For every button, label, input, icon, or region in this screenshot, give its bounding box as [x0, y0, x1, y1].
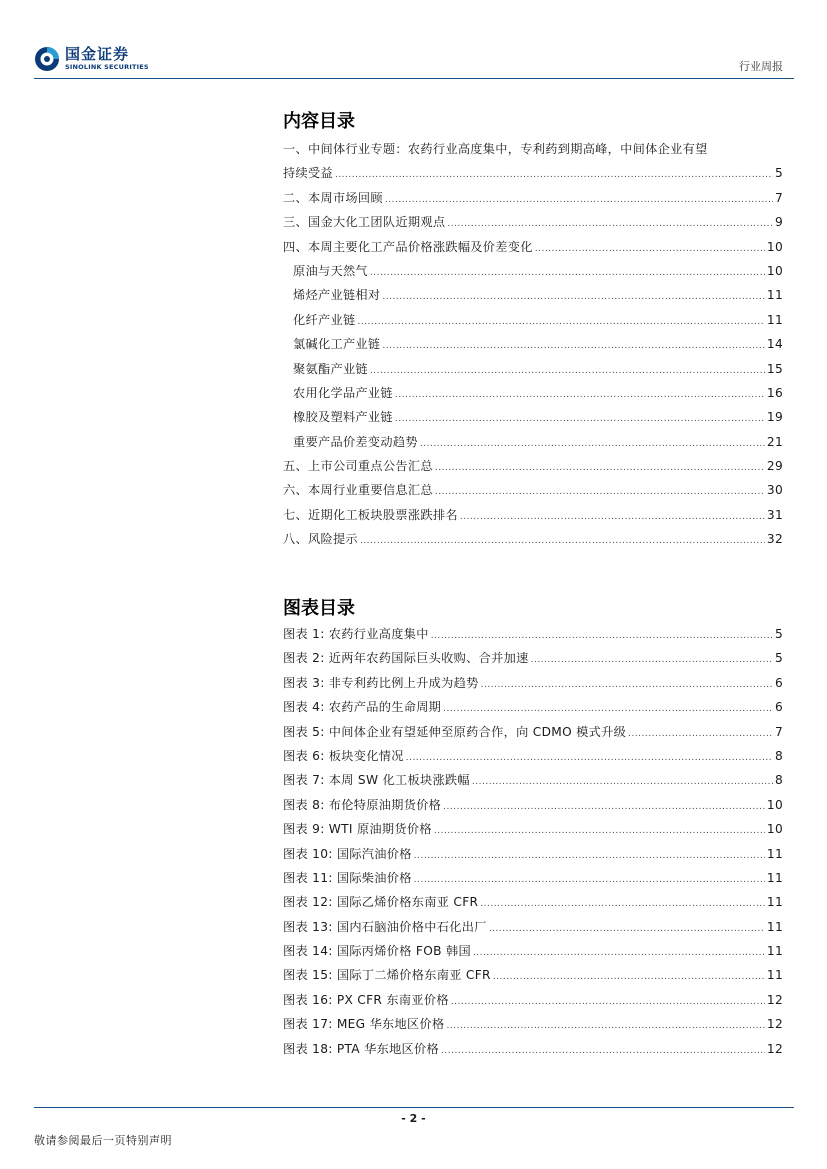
- figure-entry-label: 图表 10: 国际汽油价格: [283, 846, 412, 861]
- leader-dots: [447, 1021, 765, 1031]
- figure-entry-label: 图表 3: 非专利药比例上升成为趋势: [283, 675, 479, 690]
- toc-entry-page: 11: [766, 312, 783, 327]
- leader-dots: [435, 487, 765, 497]
- toc-entry[interactable]: [283, 530, 783, 554]
- figure-entry-page: 5: [774, 651, 783, 666]
- figure-entry-label: 图表 14: 国际丙烯价格 FOB 韩国: [283, 944, 471, 959]
- leader-dots: [535, 244, 765, 254]
- toc-entry[interactable]: [283, 506, 783, 530]
- figure-entry-page: 7: [774, 724, 783, 739]
- toc-entry[interactable]: [283, 213, 783, 237]
- toc-entry[interactable]: [283, 286, 783, 310]
- figure-entry[interactable]: [283, 1040, 783, 1064]
- toc-entry-page: 15: [766, 361, 783, 376]
- toc-entry-label: 四、本周主要化工产品价格涨跌幅及价差变化: [283, 239, 533, 254]
- toc-entry-label: 六、本周行业重要信息汇总: [283, 483, 433, 498]
- figure-entry[interactable]: [283, 674, 783, 698]
- leader-dots: [443, 802, 765, 812]
- figure-entry-label: 图表 5: 中间体企业有望延伸至原药合作，向 CDMO 模式升级: [283, 724, 627, 739]
- figure-entry[interactable]: [283, 747, 783, 771]
- figure-entry[interactable]: [283, 966, 783, 990]
- figure-entry-label: 图表 7: 本周 SW 化工板块涨跌幅: [283, 773, 470, 788]
- figure-entry-page: 11: [766, 968, 783, 983]
- leader-dots: [441, 1046, 765, 1056]
- toc-entry-label: 聚氨酯产业链: [293, 361, 368, 376]
- toc-entry[interactable]: [283, 262, 783, 286]
- figure-entry-page: 11: [766, 919, 783, 934]
- leader-dots: [472, 777, 773, 787]
- toc-entry[interactable]: [283, 189, 783, 213]
- page-header: [0, 0, 827, 80]
- toc-entry-1-line1[interactable]: [283, 140, 783, 164]
- figure-entry[interactable]: [283, 893, 783, 917]
- toc-entry-page: 31: [766, 507, 783, 522]
- page-number: - 2 -: [401, 1112, 426, 1125]
- report-type-label: 行业周报: [739, 60, 783, 73]
- contents-list: [283, 140, 783, 555]
- leader-dots: [431, 631, 773, 641]
- logo-chinese-name: 国金证券: [65, 45, 130, 64]
- leader-dots: [480, 899, 765, 909]
- figure-entry[interactable]: [283, 942, 783, 966]
- toc-entry-label: 重要产品价差变动趋势: [293, 434, 418, 449]
- figure-entry-page: 5: [774, 627, 783, 641]
- logo-mark-icon: [34, 46, 60, 72]
- toc-entry[interactable]: [283, 311, 783, 335]
- figure-entry-page: 12: [766, 1017, 783, 1032]
- toc-entry-page: 16: [766, 385, 783, 400]
- figure-entry-label: 图表 12: 国际乙烯价格东南亚 CFR: [283, 895, 479, 910]
- leader-dots: [481, 680, 773, 690]
- toc-entry-page: 30: [766, 483, 783, 498]
- figure-entry-label: 图表 13: 国内石脑油价格中石化出厂: [283, 919, 487, 934]
- figure-entry-page: 8: [774, 748, 783, 763]
- leader-dots: [406, 753, 773, 763]
- toc-entry-page: 11: [766, 288, 783, 303]
- toc-entry[interactable]: [283, 408, 783, 432]
- figure-entry-label: 图表 9: WTI 原油期货价格: [283, 822, 432, 837]
- figure-entry-label: 图表 15: 国际丁二烯价格东南亚 CFR: [283, 968, 491, 983]
- figure-entry-label: 图表 4: 农药产品的生命周期: [283, 700, 442, 715]
- figure-entry[interactable]: [283, 698, 783, 722]
- figures-list: [283, 625, 783, 1064]
- leader-dots: [489, 924, 765, 934]
- toc-entry-label: 七、近期化工板块股票涨跌排名: [283, 507, 458, 522]
- toc-entry-page: 29: [766, 459, 783, 474]
- toc-entry-page: 19: [766, 410, 783, 425]
- toc-entry-page: 14: [766, 337, 783, 352]
- toc-entry-page: 10: [766, 263, 783, 278]
- figure-entry-label: 图表 1: 农药行业高度集中: [283, 627, 429, 641]
- toc-entry-page: 32: [766, 532, 783, 547]
- toc-entry-label: 原油与天然气: [293, 263, 368, 278]
- leader-dots: [628, 729, 773, 739]
- toc-entry-page: 21: [766, 434, 783, 449]
- leader-dots: [370, 366, 765, 376]
- leader-dots: [451, 997, 765, 1007]
- toc-entry-label: 农用化学品产业链: [293, 385, 393, 400]
- leader-dots: [395, 390, 765, 400]
- toc-entry-label: 三、国金大化工团队近期观点: [283, 215, 446, 230]
- leader-dots: [447, 219, 773, 229]
- toc-items: [283, 189, 783, 555]
- figure-entry-page: 10: [766, 797, 783, 812]
- toc-entry-label: 二、本周市场回顾: [283, 190, 383, 205]
- leader-dots: [420, 439, 765, 449]
- figure-entry[interactable]: [283, 845, 783, 869]
- figure-entry-label: 图表 11: 国际柴油价格: [283, 870, 412, 885]
- leader-dots: [460, 512, 765, 522]
- toc-entry[interactable]: [283, 457, 783, 481]
- figure-entry-label: 图表 18: PTA 华东地区价格: [283, 1041, 440, 1056]
- figure-entry[interactable]: [283, 649, 783, 673]
- figure-entry-page: 8: [774, 773, 783, 788]
- contents-title: 内容目录: [283, 111, 355, 132]
- figures-title: 图表目录: [283, 598, 355, 619]
- toc-entry-label: 五、上市公司重点公告汇总: [283, 459, 433, 474]
- toc-entry-page: 7: [774, 190, 783, 205]
- company-logo: [34, 46, 149, 72]
- toc-entry-label: 持续受益: [283, 166, 333, 181]
- figure-entry[interactable]: [283, 625, 783, 649]
- toc-entry[interactable]: [283, 360, 783, 384]
- figure-entry[interactable]: [283, 918, 783, 942]
- figure-entry-page: 12: [766, 1041, 783, 1056]
- toc-entry[interactable]: [283, 481, 783, 505]
- toc-entry-label: 烯烃产业链相对: [293, 288, 381, 303]
- toc-entry-label: 化纤产业链: [293, 312, 356, 327]
- toc-entry[interactable]: [283, 238, 783, 262]
- leader-dots: [370, 268, 765, 278]
- leader-dots: [360, 536, 765, 546]
- figure-entry-page: 11: [766, 870, 783, 885]
- figure-entry[interactable]: [283, 820, 783, 844]
- figure-entry-label: 图表 17: MEG 华东地区价格: [283, 1017, 445, 1032]
- figure-entry[interactable]: [283, 991, 783, 1015]
- leader-dots: [357, 317, 764, 327]
- figure-entry-page: 6: [774, 700, 783, 715]
- figure-entry-label: 图表 8: 布伦特原油期货价格: [283, 797, 442, 812]
- figure-items: [283, 625, 783, 1064]
- figure-entry-page: 11: [766, 846, 783, 861]
- toc-entry[interactable]: [283, 384, 783, 408]
- leader-dots: [382, 292, 764, 302]
- figure-entry-page: 11: [766, 944, 783, 959]
- logo-english-name: SINOLINK SECURITIES: [65, 63, 149, 72]
- toc-entry-label: 橡胶及塑料产业链: [293, 410, 393, 425]
- toc-entry-label: 氯碱化工产业链: [293, 337, 381, 352]
- toc-entry-page: 10: [766, 239, 783, 254]
- disclaimer-note: 敬请参阅最后一页特别声明: [34, 1134, 172, 1147]
- leader-dots: [414, 851, 765, 861]
- leader-dots: [382, 341, 764, 351]
- toc-entry-label: 一、中间体行业专题：农药行业高度集中，专利药到期高峰，中间体企业有望: [283, 142, 708, 156]
- figure-entry-page: 12: [766, 992, 783, 1007]
- figure-entry[interactable]: [283, 771, 783, 795]
- toc-entry[interactable]: [283, 433, 783, 457]
- toc-entry-page: 5: [774, 166, 783, 181]
- figure-entry[interactable]: [283, 723, 783, 747]
- toc-entry[interactable]: [283, 335, 783, 359]
- leader-dots: [493, 972, 765, 982]
- figure-entry-page: 10: [766, 822, 783, 837]
- leader-dots: [443, 704, 773, 714]
- leader-dots: [414, 875, 765, 885]
- leader-dots: [531, 655, 773, 665]
- leader-dots: [435, 463, 765, 473]
- figure-entry[interactable]: [283, 796, 783, 820]
- toc-entry-1-line2[interactable]: [283, 164, 783, 188]
- leader-dots: [434, 826, 765, 836]
- leader-dots: [335, 170, 773, 180]
- figure-entry-label: 图表 2: 近两年农药国际巨头收购、合并加速: [283, 651, 529, 666]
- leader-dots: [385, 195, 773, 205]
- figure-entry-label: 图表 16: PX CFR 东南亚价格: [283, 992, 449, 1007]
- toc-entry-label: 八、风险提示: [283, 532, 358, 547]
- figure-entry-label: 图表 6: 板块变化情况: [283, 748, 404, 763]
- figure-entry[interactable]: [283, 869, 783, 893]
- leader-dots: [395, 414, 765, 424]
- figure-entry-page: 6: [774, 675, 783, 690]
- leader-dots: [473, 948, 765, 958]
- footer-divider: [34, 1107, 794, 1108]
- figure-entry[interactable]: [283, 1015, 783, 1039]
- figure-entry-page: 11: [766, 895, 783, 910]
- toc-entry-page: 9: [774, 215, 783, 230]
- header-divider: [34, 78, 794, 79]
